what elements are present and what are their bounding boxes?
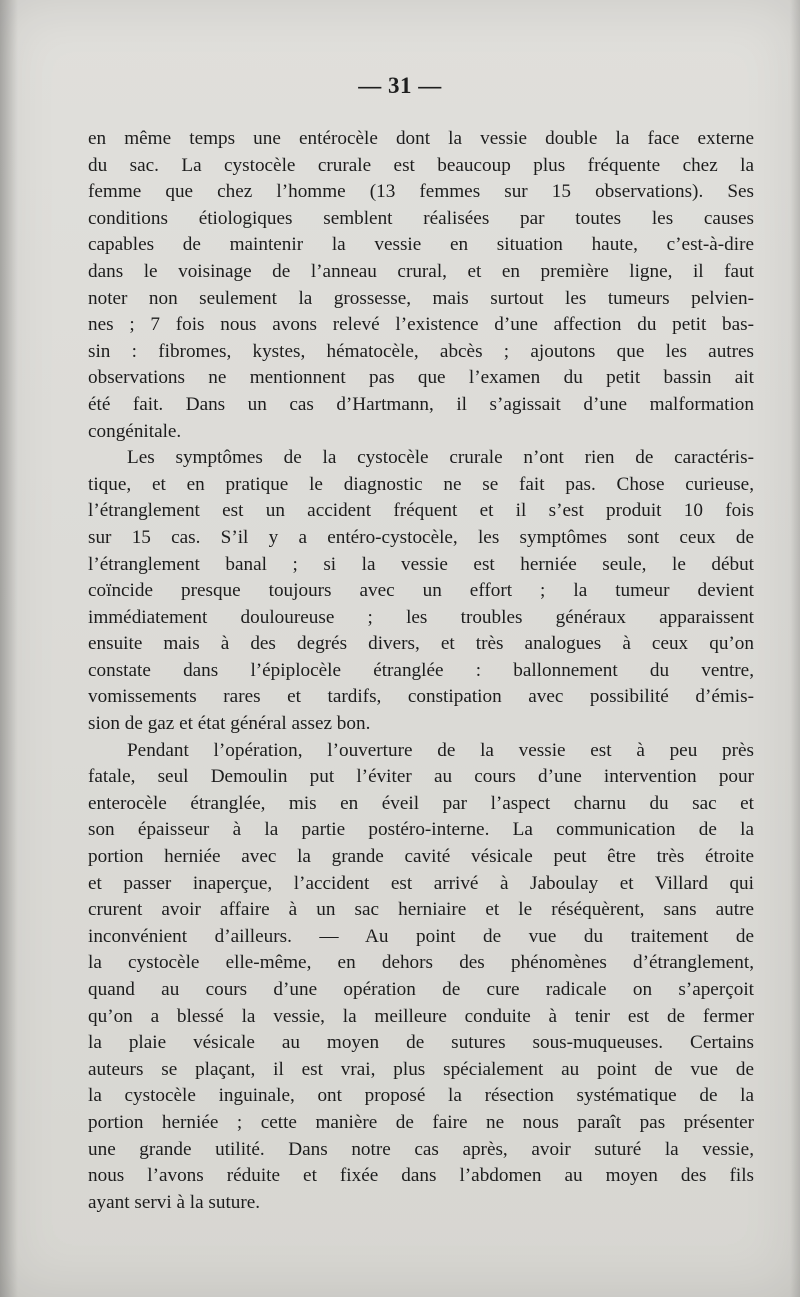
text-line: une grande utilité. Dans notre cas après, avoir suturé la vessie,	[88, 1138, 754, 1160]
text-line: tique, et en pratique le diagnostic ne se fait pas. Chose curieuse,	[88, 473, 754, 495]
text-line: observations ne mentionnent pas que l’examen du petit bassin ait	[88, 367, 754, 389]
text-line: la cystocèle elle-même, en dehors des phénomènes d’étranglement,	[88, 952, 754, 974]
text-line: sion de gaz et état général assez bon.	[88, 713, 371, 735]
text-line: portion herniée ; cette manière de faire ne nous paraît pas présenter	[88, 1111, 754, 1133]
text-line: dans le voisinage de l’anneau crural, et en première ligne, il faut	[88, 260, 754, 282]
text-line: portion herniée avec la grande cavité vésicale peut être très étroite	[88, 846, 754, 868]
text-line: crurent avoir affaire à un sac herniaire et le réséquèrent, sans autre	[88, 899, 754, 921]
page-edge-shadow	[790, 0, 800, 1297]
text-line: femme que chez l’homme (13 femmes sur 15 observations). Ses	[88, 181, 754, 203]
text-line: sin : fibromes, kystes, hématocèle, abcès ; ajoutons que les autres	[88, 340, 754, 362]
text-line: l’étranglement banal ; si la vessie est herniée seule, le début	[88, 553, 754, 575]
text-line: la plaie vésicale au moyen de sutures sous-muqueuses. Certains	[88, 1032, 754, 1054]
text-line: inconvénient d’ailleurs. — Au point de vue du traitement de	[88, 925, 754, 947]
text-line: ensuite mais à des degrés divers, et très analogues à ceux qu’on	[88, 633, 754, 655]
text-line: constate dans l’épiplocèle étranglée : ballonnement du ventre,	[88, 659, 754, 681]
text-line: et passer inaperçue, l’accident est arrivé à Jaboulay et Villard qui	[88, 872, 754, 894]
text-line: ayant servi à la suture.	[88, 1191, 261, 1213]
text-line: congénitale.	[88, 420, 182, 442]
text-line: noter non seulement la grossesse, mais surtout les tumeurs pelvien-	[88, 287, 754, 309]
text-line: conditions étiologiques semblent réalisées par toutes les causes	[88, 207, 754, 229]
text-line: la cystocèle inguinale, ont proposé la résection systématique de la	[88, 1085, 754, 1107]
text-line: sur 15 cas. S’il y a entéro-cystocèle, les symptômes sont ceux de	[88, 526, 754, 548]
text-line: fatale, seul Demoulin put l’éviter au cours d’une intervention pour	[88, 766, 754, 788]
text-line: nous l’avons réduite et fixée dans l’abdomen au moyen des fils	[88, 1165, 754, 1187]
text-line: capables de maintenir la vessie en situation haute, c’est-à-dire	[88, 234, 754, 256]
text-line: son épaisseur à la partie postéro-interne. La communication de la	[88, 819, 754, 841]
text-line: immédiatement douloureuse ; les troubles généraux apparaissent	[88, 606, 754, 628]
text-line: Pendant l’opération, l’ouverture de la vessie est à peu près	[127, 739, 754, 761]
text-line: quand au cours d’une opération de cure radicale on s’aperçoit	[88, 979, 754, 1000]
text-line: enterocèle étranglée, mis en éveil par l’aspect charnu du sac et	[88, 792, 754, 814]
text-line: en même temps une entérocèle dont la vessie double la face externe	[88, 128, 754, 149]
text-line: été fait. Dans un cas d’Hartmann, il s’agissait d’une malformation	[88, 393, 754, 415]
binding-shadow	[0, 0, 18, 1297]
page-number: — 31 —	[358, 73, 442, 98]
text-line: qu’on a blessé la vessie, la meilleure conduite à tenir est de fermer	[88, 1005, 754, 1027]
text-line: Les symptômes de la cystocèle crurale n’ont rien de caractéris-	[127, 447, 754, 469]
text-line: nes ; 7 fois nous avons relevé l’existence d’une affection du petit bas-	[88, 314, 754, 336]
text-line: l’étranglement est un accident fréquent et il s’est produit 10 fois	[88, 500, 754, 522]
text-line: vomissements rares et tardifs, constipation avec possibilité d’émis-	[88, 686, 754, 708]
text-line: du sac. La cystocèle crurale est beaucoup plus fréquente chez la	[88, 154, 754, 176]
text-line: auteurs se plaçant, il est vrai, plus spécialement au point de vue de	[88, 1058, 754, 1080]
text-line: coïncide presque toujours avec un effort ; la tumeur devient	[88, 580, 754, 602]
body-text	[88, 126, 754, 1216]
